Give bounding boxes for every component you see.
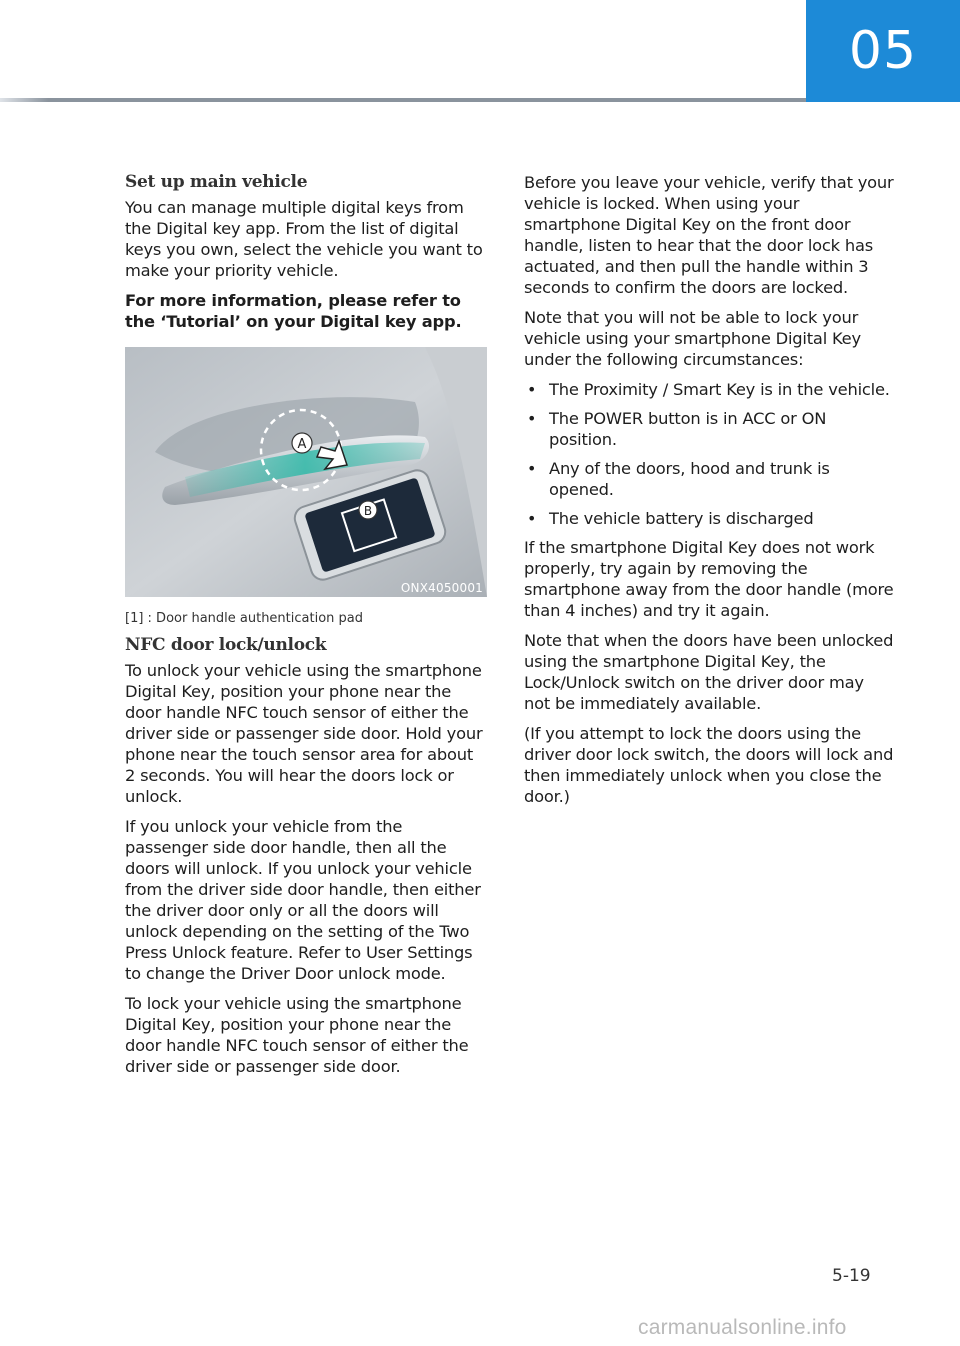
section-heading-nfc: NFC door lock/unlock [125, 635, 327, 655]
bullet-icon: • [527, 459, 537, 478]
bullet-icon: • [527, 380, 537, 399]
right-column [524, 172, 894, 816]
figure-code: ONX4050001 [400, 581, 483, 595]
list-item: • The vehicle battery is discharged [527, 509, 814, 528]
info-note: For more information, please refer to the ‘Tutorial’ on your Digital key app. [125, 291, 462, 331]
left-column [125, 172, 487, 1086]
header-rule [0, 98, 806, 102]
paragraph: (If you attempt to lock the doors using the driver door lock switch, the doors will lock and then immediately unlock when you close the door.) [524, 724, 894, 806]
list-item: • The POWER button is in ACC or ON position. [527, 409, 827, 449]
bullet-icon: • [527, 409, 537, 428]
list-item: • Any of the doors, hood and trunk is opened. [527, 459, 830, 499]
chapter-tab: 05 [806, 0, 960, 102]
watermark: carmanualsonline.info [638, 1316, 847, 1339]
paragraph: If you unlock your vehicle from the passenger side door handle, then all the doors will unlock. If you unlock your vehicle from the driver side door handle, then either the driver door only or all the doors will unlock depending on the setting of the Two Press Unlock feature. Refer to User Settings to change the Driver Door unlock mode. [125, 817, 481, 983]
paragraph: Note that you will not be able to lock your vehicle using your smartphone Digital Key under the following circumstances: [524, 308, 861, 369]
bullet-icon: • [527, 509, 537, 528]
section-heading-main-vehicle: Set up main vehicle [125, 172, 308, 192]
list-item: • The Proximity / Smart Key is in the vehicle. [527, 380, 890, 399]
paragraph: To unlock your vehicle using the smartphone Digital Key, position your phone near the door handle NFC touch sensor of either the driver side or passenger side door. Hold your phone near the touch sensor area for about 2 seconds. You will hear the doors lock or unlock. [125, 661, 483, 806]
paragraph: Note that when the doors have been unlocked using the smartphone Digital Key, the Lock/Unlock switch on the driver door may not be immediately available. [524, 631, 894, 713]
paragraph: If the smartphone Digital Key does not work properly, try again by removing the smartphone away from the door handle (more than 4 inches) and try it again. [524, 538, 894, 620]
paragraph: To lock your vehicle using the smartphone Digital Key, position your phone near the door handle NFC touch sensor of either the driver side or passenger side door. [125, 994, 469, 1076]
label-a: A [297, 437, 307, 452]
circumstances-list [524, 379, 894, 529]
paragraph: You can manage multiple digital keys from the Digital key app. From the list of digital keys you own, select the vehicle you want to make your priority vehicle. [125, 198, 483, 280]
label-b: B [363, 504, 373, 518]
door-handle-illustration [125, 347, 487, 597]
paragraph: Before you leave your vehicle, verify that your vehicle is locked. When using your smartphone Digital Key on the front door handle, listen to hear that the door lock has actuated, and then pull the handle within 3 seconds to confirm the doors are locked. [524, 173, 894, 297]
page-number: 5-19 [832, 1266, 871, 1286]
door-handle-figure [125, 347, 487, 597]
figure-caption: [1] : Door handle authentication pad [125, 611, 363, 626]
